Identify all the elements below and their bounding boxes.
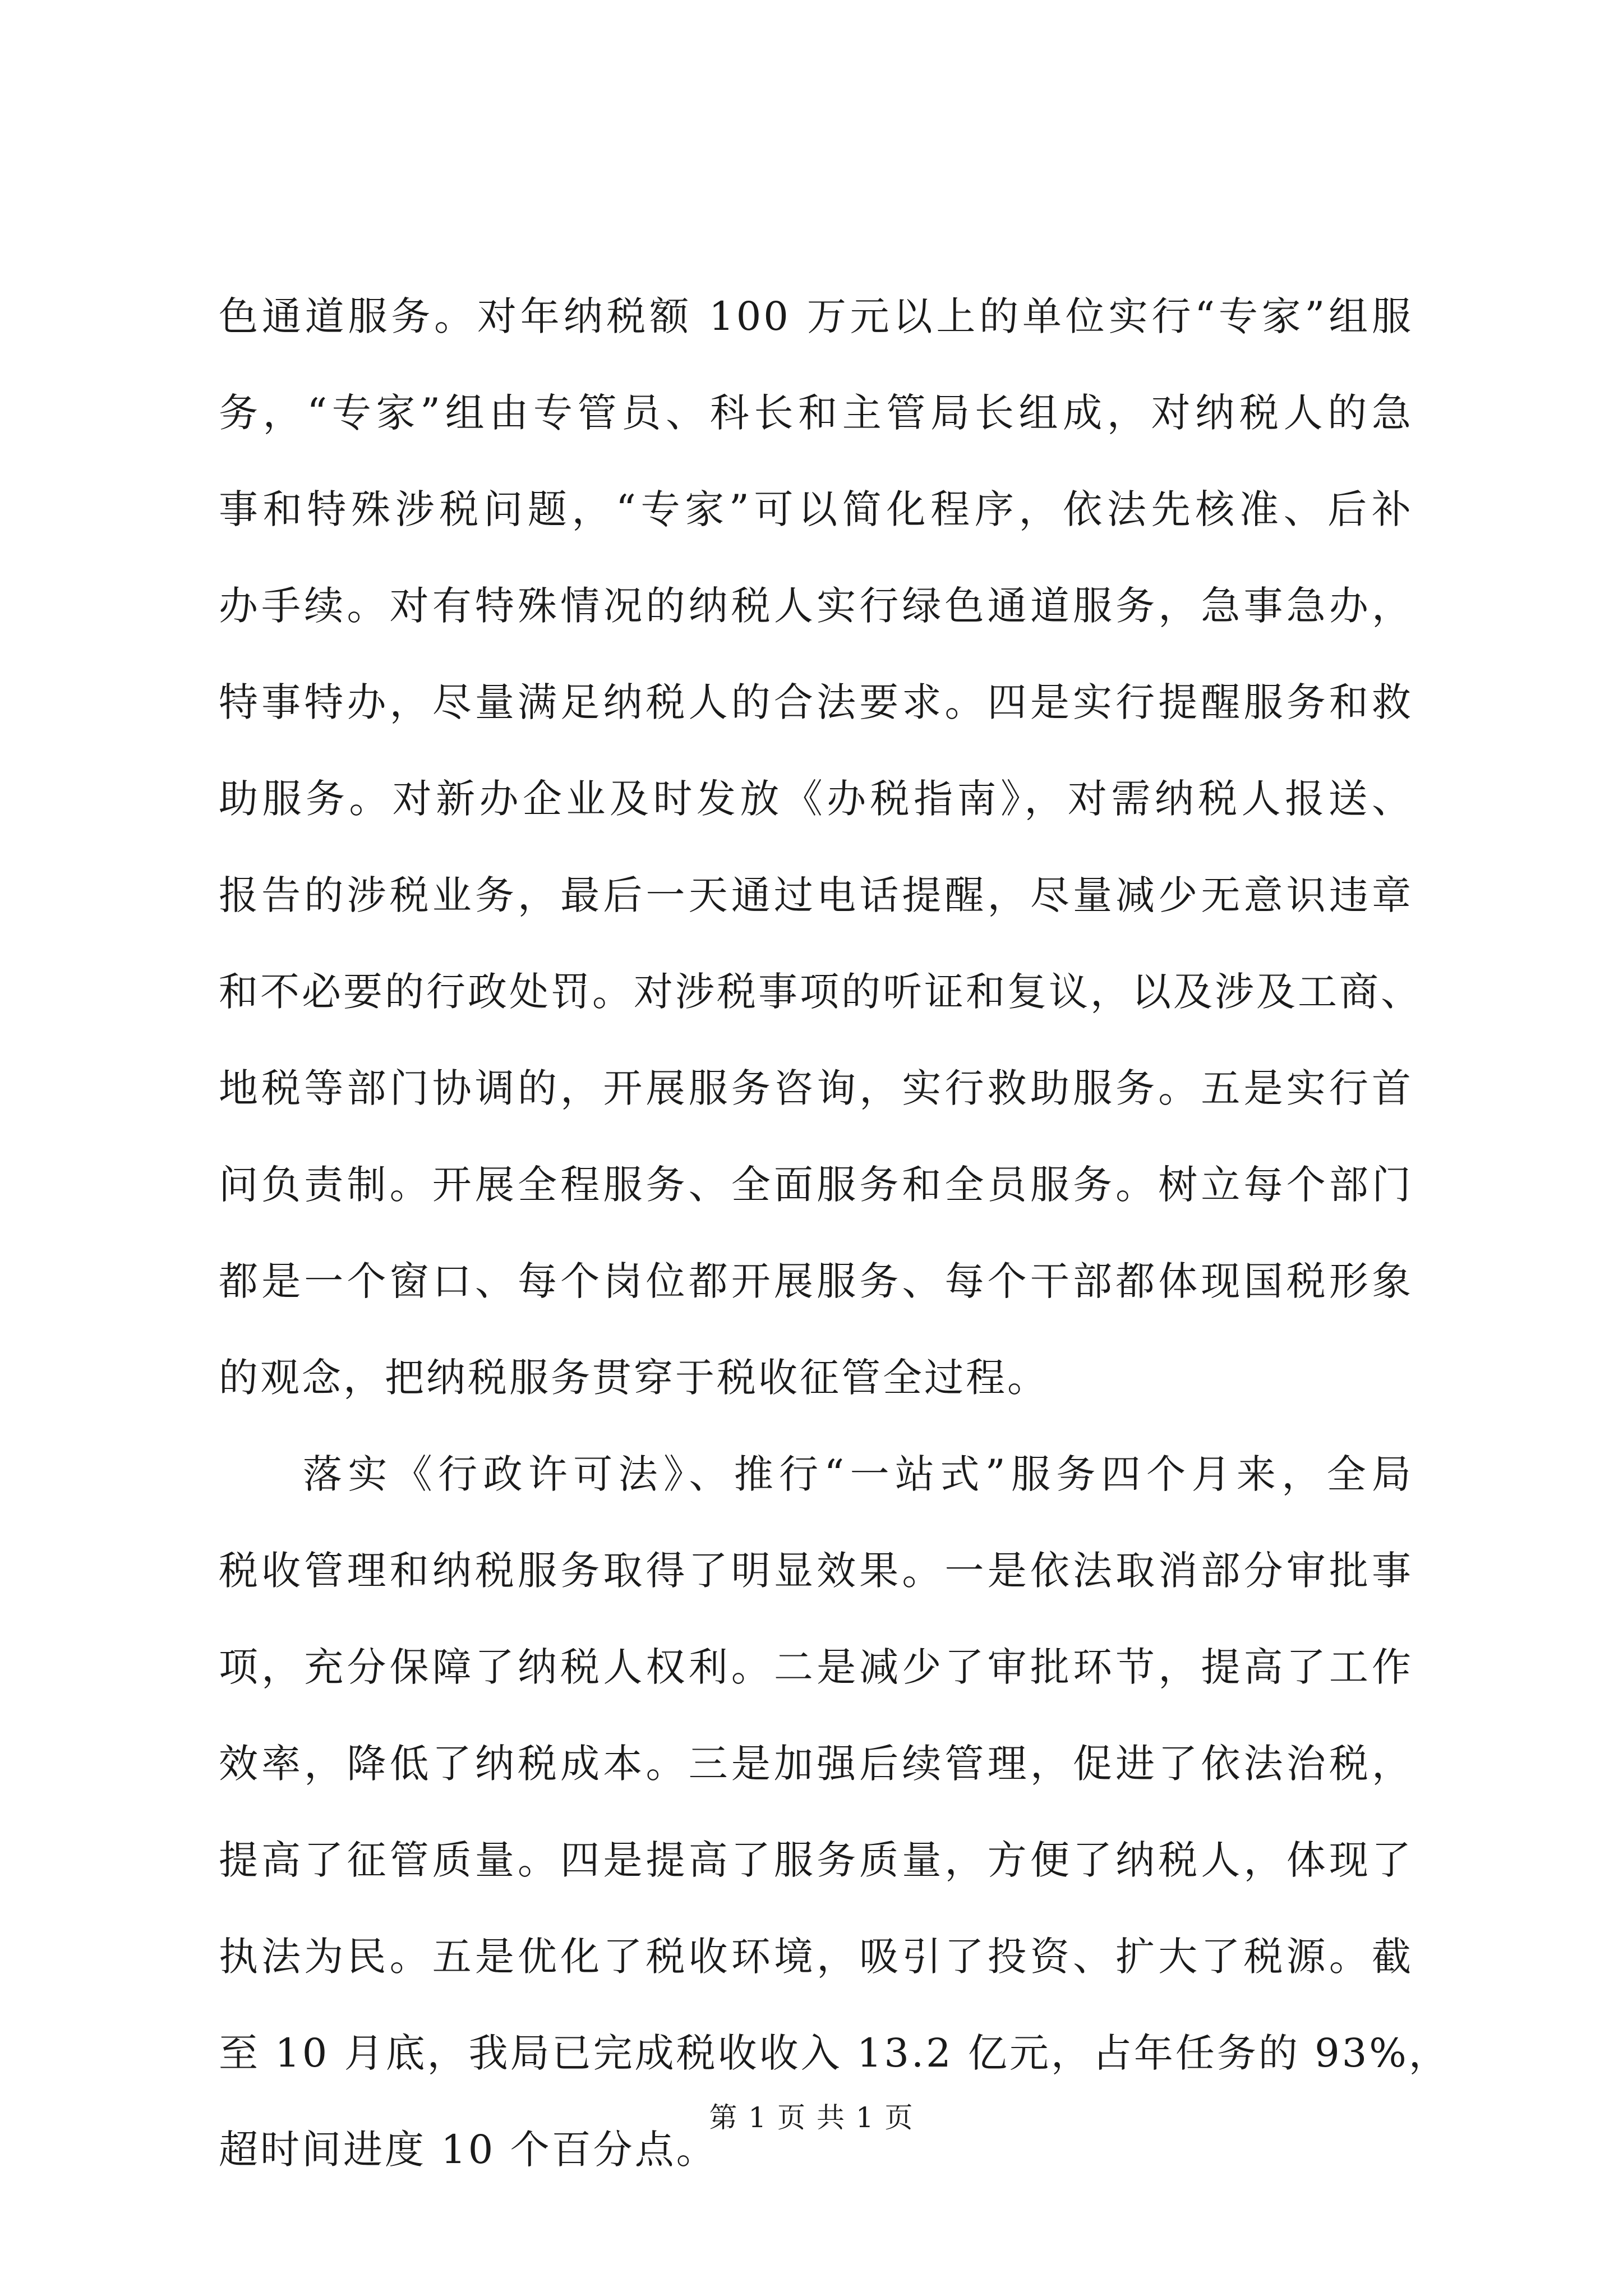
text-line: 特事特办，尽量满足纳税人的合法要求。四是实行提醒服务和救 xyxy=(219,679,1413,725)
text-line: 提高了征管质量。四是提高了服务质量，方便了纳税人，体现了 xyxy=(219,1837,1413,1883)
text-line: 税收管理和纳税服务取得了明显效果。一是依法取消部分审批事 xyxy=(219,1548,1413,1594)
text-line: 都是一个窗口、每个岗位都开展服务、每个干部都体现国税形象 xyxy=(219,1258,1413,1304)
page-number-footer: 第 1 页 共 1 页 xyxy=(709,2101,914,2134)
text-line: 效率，降低了纳税成本。三是加强后续管理，促进了依法治税， xyxy=(219,1741,1413,1787)
text-line: 务，“专家”组由专管员、科长和主管局长组成，对纳税人的急 xyxy=(219,390,1413,436)
text-line: 执法为民。五是优化了税收环境，吸引了投资、扩大了税源。截 xyxy=(219,1934,1413,1980)
text-line: 办手续。对有特殊情况的纳税人实行绿色通道服务，急事急办， xyxy=(219,583,1413,629)
text-line: 事和特殊涉税问题，“专家”可以简化程序，依法先核准、后补 xyxy=(219,486,1413,532)
text-line: 地税等部门协调的，开展服务咨询，实行救助服务。五是实行首 xyxy=(219,1065,1413,1111)
text-line: 助服务。对新办企业及时发放《办税指南》，对需纳税人报送、 xyxy=(219,776,1413,822)
text-line: 和不必要的行政处罚。对涉税事项的听证和复议，以及涉及工商、 xyxy=(219,969,1422,1015)
text-line: 报告的涉税业务，最后一天通过电话提醒，尽量减少无意识违章 xyxy=(219,872,1413,918)
document-body xyxy=(219,268,1450,2198)
text-line: 色通道服务。对年纳税额 100 万元以上的单位实行“专家”组服 xyxy=(219,293,1413,339)
text-line: 超时间进度 10 个百分点。 xyxy=(219,2127,718,2173)
text-line: 项，充分保障了纳税人权利。二是减少了审批环节，提高了工作 xyxy=(219,1644,1413,1690)
text-line: 问负责制。开展全程服务、全面服务和全员服务。树立每个部门 xyxy=(219,1162,1413,1208)
text-line: 的观念，把纳税服务贯穿于税收征管全过程。 xyxy=(219,1355,1049,1401)
text-line: 至 10 月底，我局已完成税收收入 13.2 亿元，占年任务的 93%， xyxy=(219,2030,1450,2076)
text-line: 落实《行政许可法》、推行“一站式”服务四个月来，全局 xyxy=(303,1451,1413,1497)
